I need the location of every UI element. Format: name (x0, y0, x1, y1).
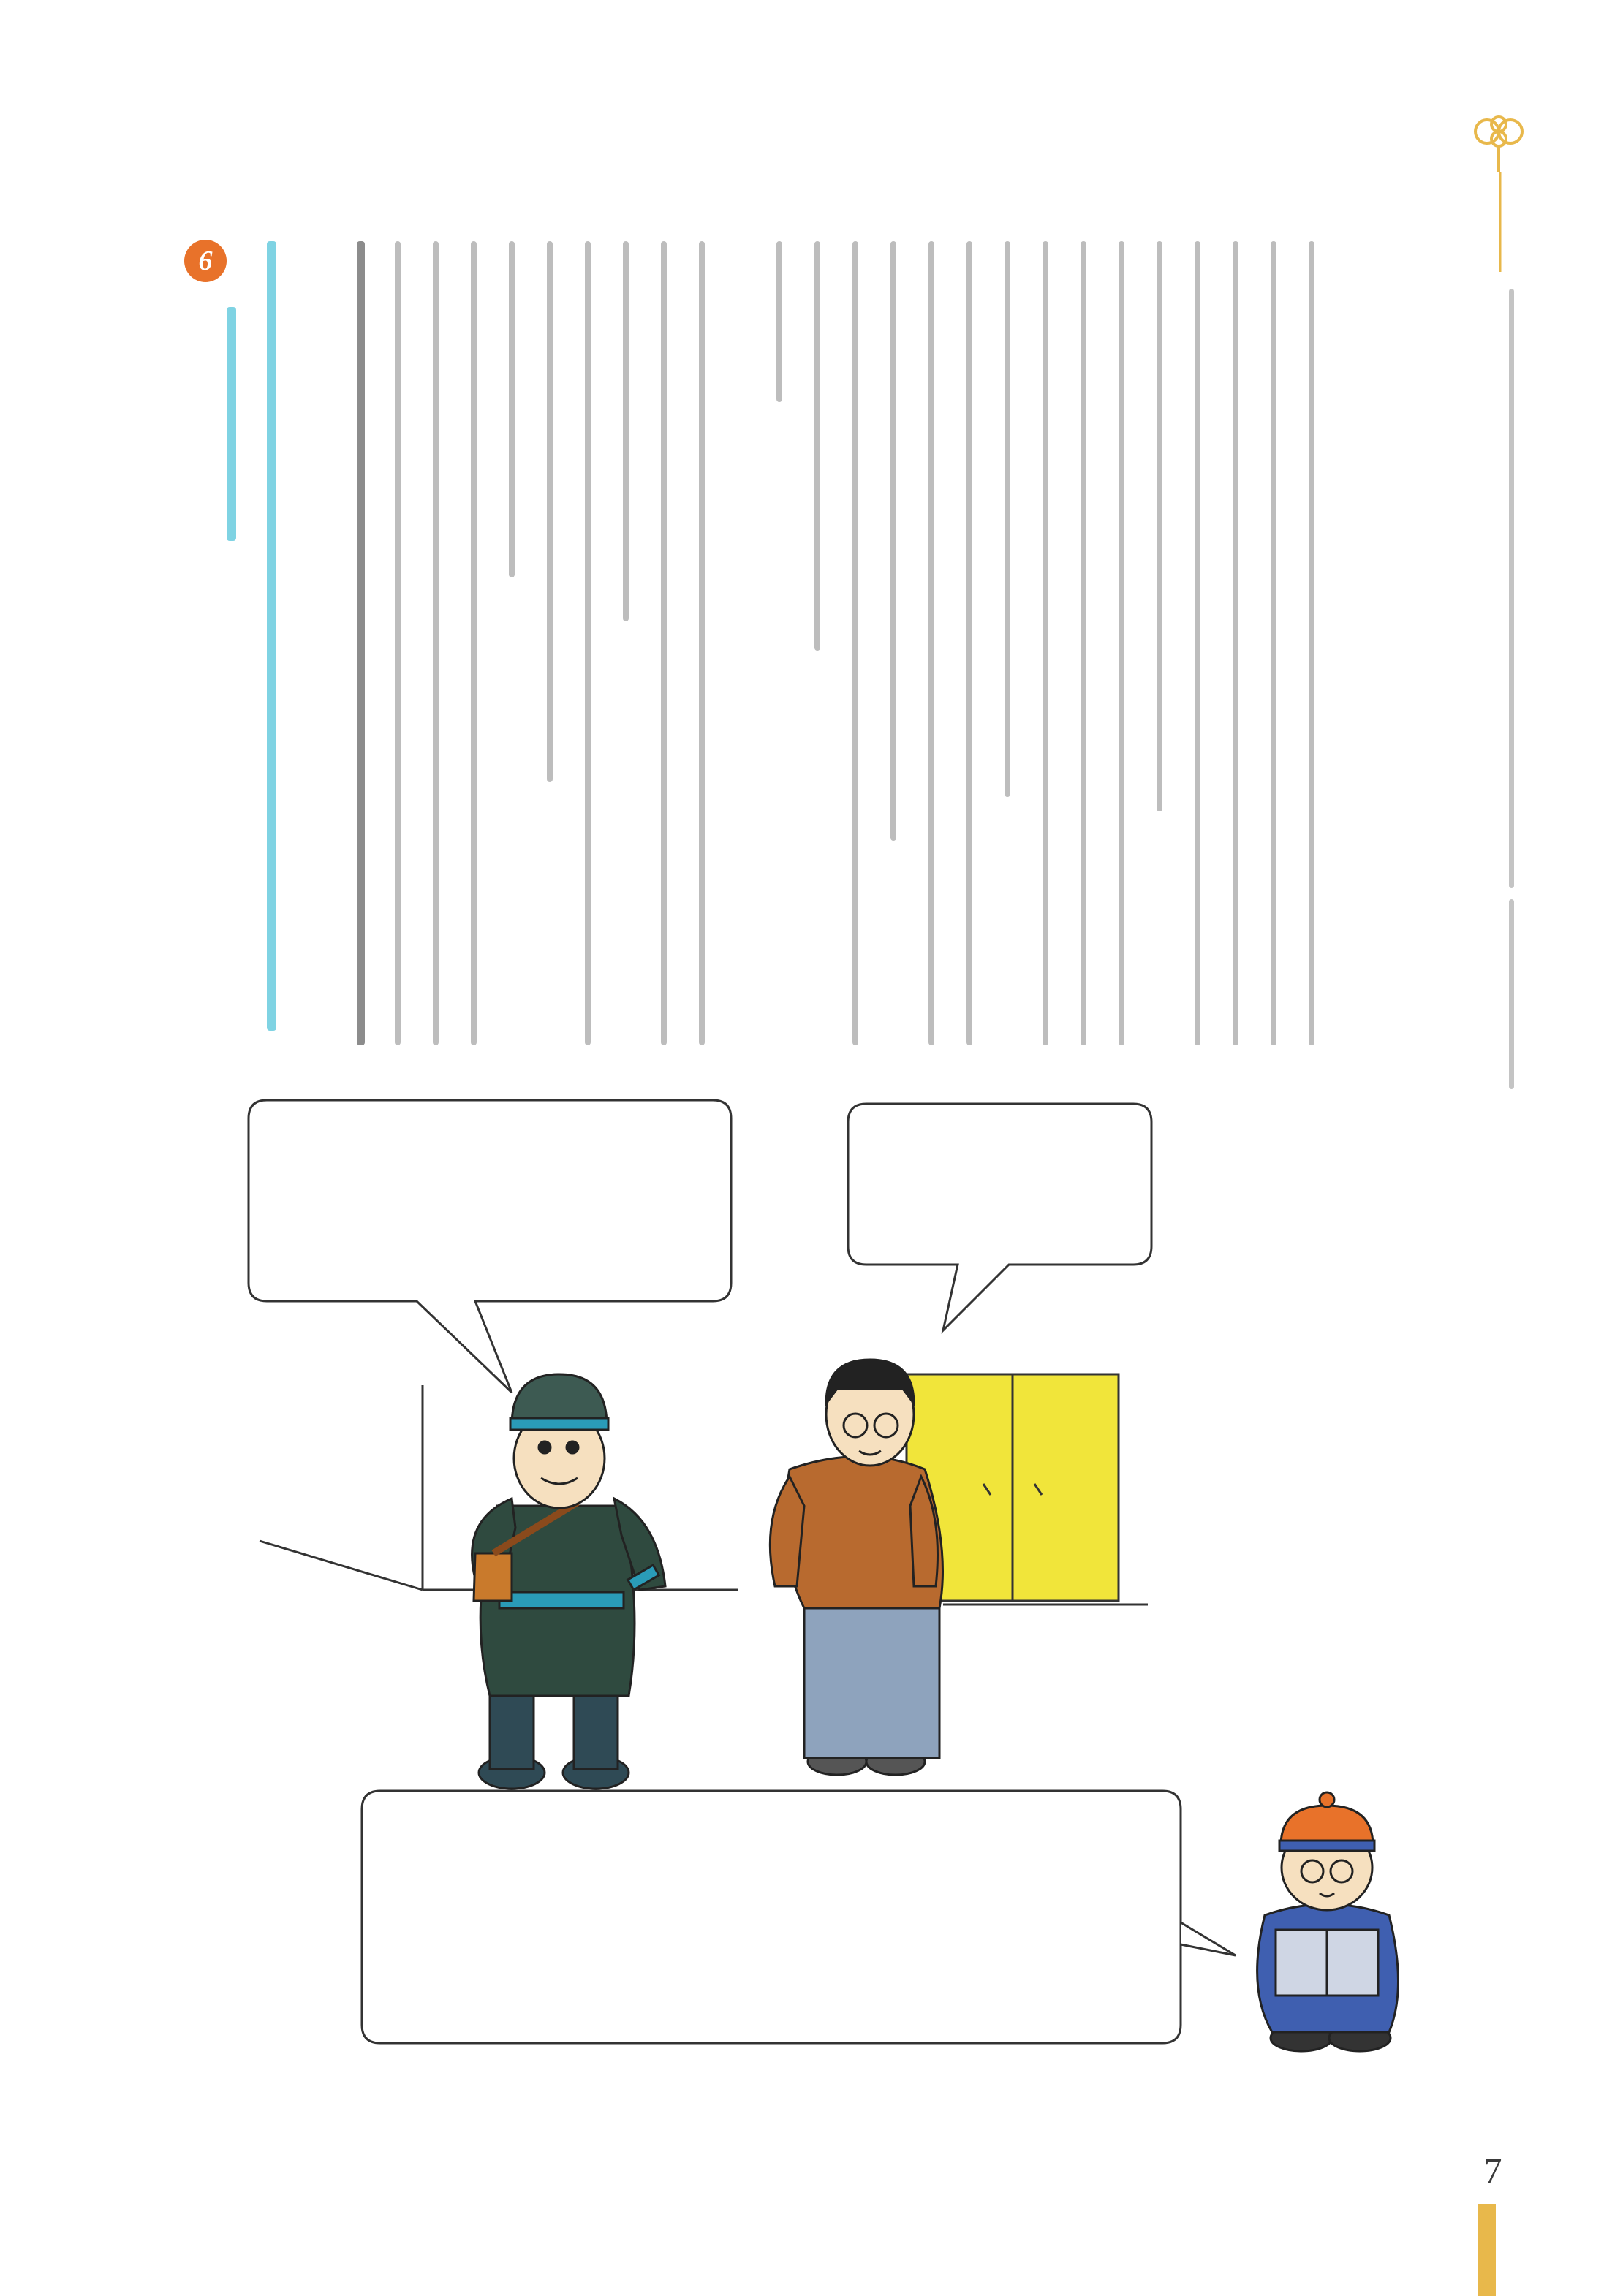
lesson-number-badge: 6 (184, 240, 227, 282)
edge-tab-bar (1478, 2204, 1496, 2296)
page-number: 7 (1483, 2150, 1502, 2191)
